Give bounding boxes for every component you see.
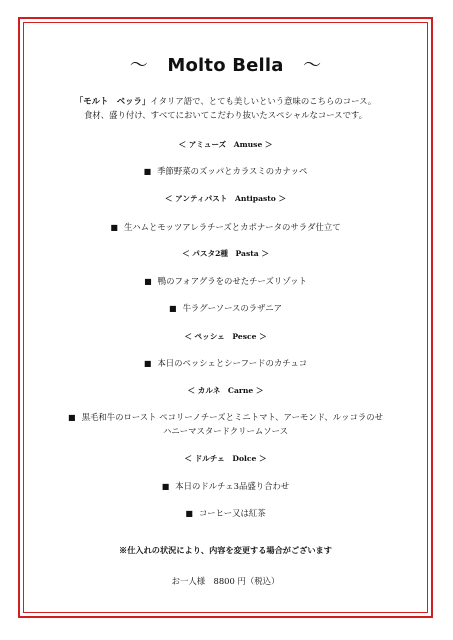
dish-pasta-1: ■ 鴨のフォアグラをのせたチーズリゾット — [144, 276, 307, 286]
bullet-icon: ■ — [161, 482, 170, 491]
bullet-icon: ■ — [185, 509, 193, 518]
title-deco-right: ～ — [303, 55, 322, 76]
bullet-icon: ■ — [143, 359, 152, 368]
menu-title — [23, 51, 428, 77]
section-pasta: ＜ パスタ2種 Pasta ＞ — [182, 249, 269, 258]
section-carne: ＜ カルネ Carne ＞ — [187, 386, 264, 395]
intro-name: 「モルト ベッラ」 — [74, 96, 151, 106]
title-deco-left: ～ — [129, 55, 148, 76]
title-text: Molto Bella — [167, 55, 284, 76]
dish-dolce-2: ■ コーヒー又は紅茶 — [185, 508, 266, 518]
bullet-icon: ■ — [143, 167, 152, 176]
intro-line-2: 食材、盛り付け、すべてにおいてこだわり抜いたスペシャルなコースです。 — [84, 110, 367, 120]
dish-carne: ■ 黒毛和牛のロースト ペコリーノチーズとミニトマト、アーモンド、ルッコラのせ — [68, 412, 383, 422]
intro-line-1 — [23, 94, 428, 108]
dish-carne-continued: ハニーマスタードクリームソース — [162, 426, 289, 436]
dish-pesce: ■ 本日のペッシェとシーフードのカチュコ — [143, 358, 308, 368]
dish-dolce-1: ■ 本日のドルチェ3品盛り合わせ — [161, 481, 290, 491]
section-amuse: ＜ アミューズ Amuse ＞ — [178, 140, 273, 149]
bullet-icon: ■ — [144, 277, 152, 286]
bullet-icon: ■ — [110, 223, 118, 232]
bullet-icon: ■ — [68, 413, 76, 422]
section-pesce: ＜ ペッシェ Pesce ＞ — [184, 332, 267, 341]
intro-desc: イタリア語で、とても美しいという意味のこちらのコース。 — [150, 96, 377, 106]
dish-amuse: ■ 季節野菜のズッパとカラスミのカナッペ — [143, 166, 308, 176]
section-antipasto: ＜ アンティパスト Antipasto ＞ — [164, 194, 287, 203]
bullet-icon: ■ — [169, 304, 177, 313]
dish-antipasto: ■ 生ハムとモッツアレラチーズとカポナータのサラダ仕立て — [110, 222, 341, 232]
dish-pasta-2: ■ 牛ラグーソースのラザニア — [169, 303, 282, 313]
section-dolce: ＜ ドルチェ Dolce ＞ — [184, 454, 267, 463]
price-text: お一人様 8800 円（税込） — [171, 576, 280, 586]
notice-text: ※仕入れの状況により、内容を変更する場合がございます — [119, 545, 332, 555]
